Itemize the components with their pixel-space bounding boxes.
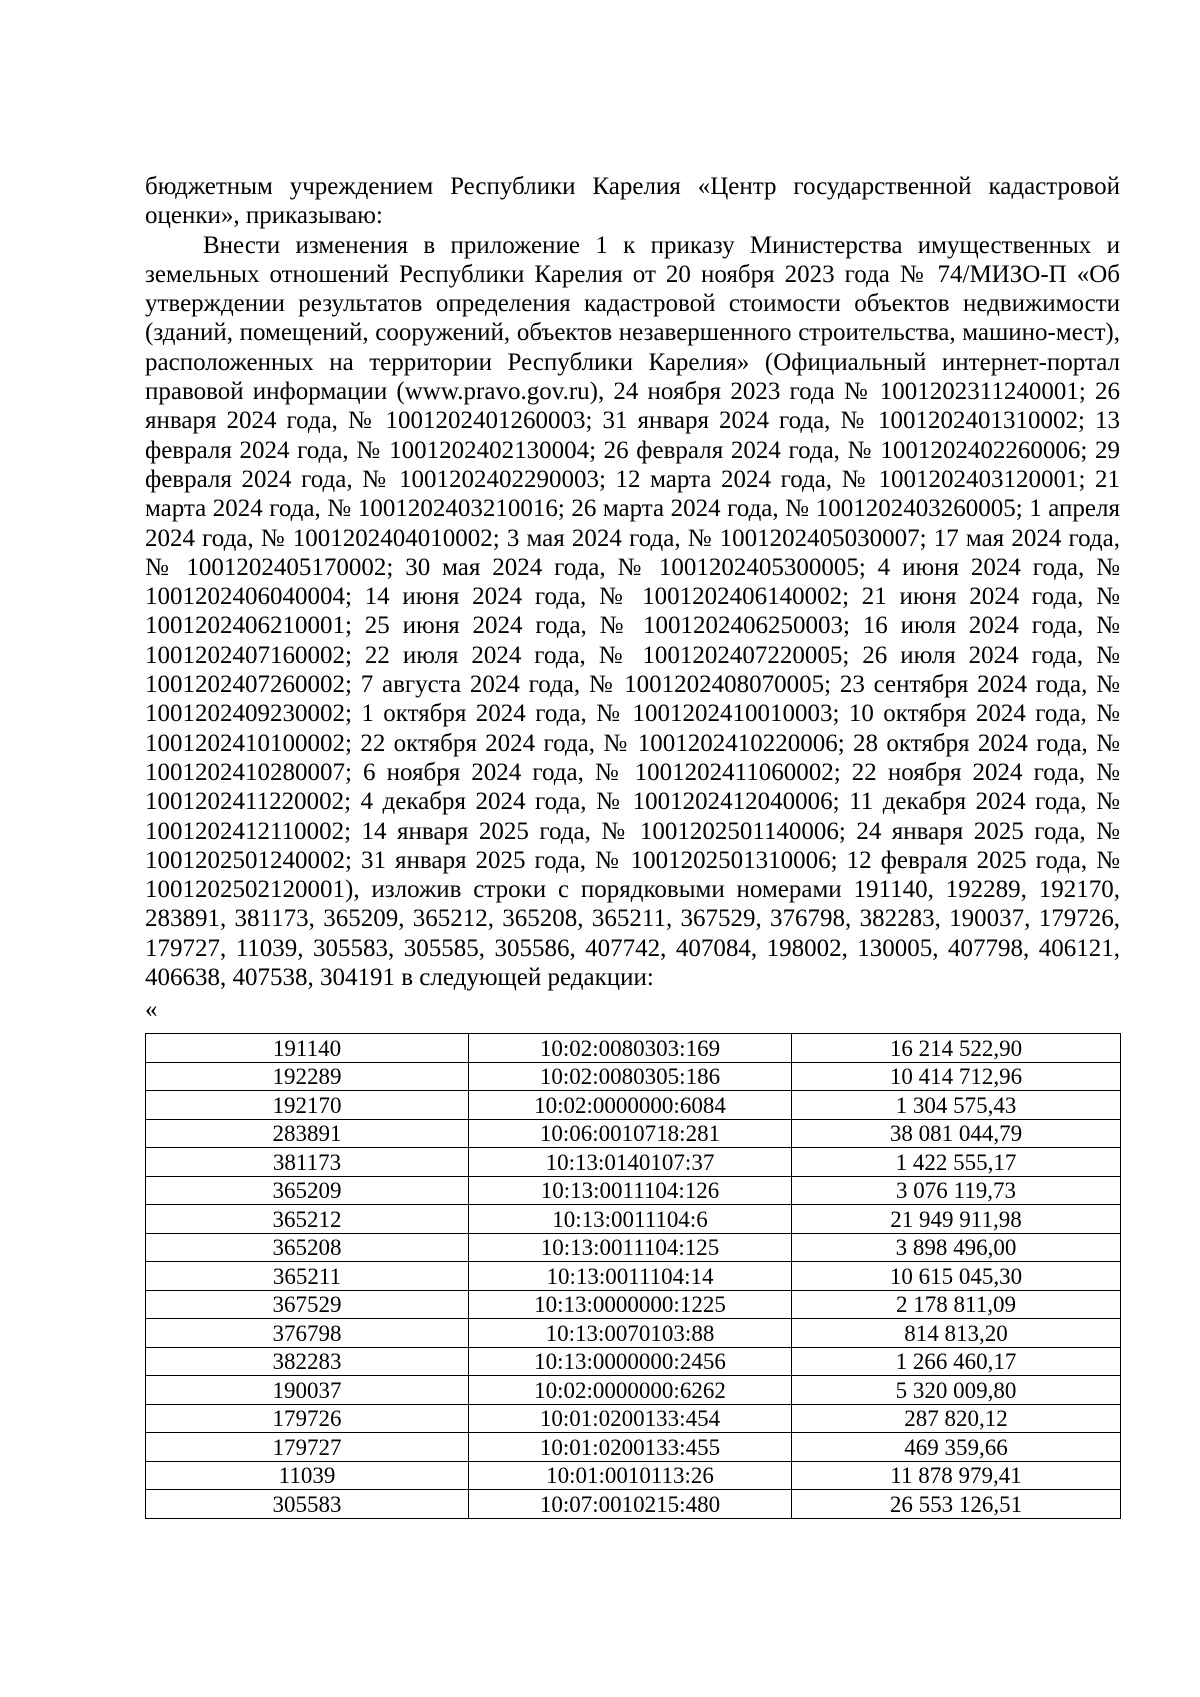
table-row — [146, 1347, 1121, 1376]
cadastral-value-cell: 38 081 044,79 — [792, 1119, 1121, 1148]
cadastral-value-cell: 1 304 575,43 — [792, 1091, 1121, 1120]
table-row — [146, 1404, 1121, 1433]
cadastral-value-cell: 287 820,12 — [792, 1404, 1121, 1433]
cadastral-number-cell: 10:13:0011104:125 — [469, 1233, 792, 1262]
row-number-cell: 11039 — [146, 1461, 469, 1490]
cadastral-value-cell: 10 615 045,30 — [792, 1262, 1121, 1291]
cadastral-value-cell: 1 422 555,17 — [792, 1148, 1121, 1177]
intro-paragraph: бюджетным учреждением Республики Карелия «Центр государственной кадастровой оценки», приказываю: — [145, 173, 1120, 230]
cadastral-value-cell: 3 076 119,73 — [792, 1176, 1121, 1205]
cadastral-number-cell: 10:02:0080305:186 — [469, 1062, 792, 1091]
cadastral-value-cell: 3 898 496,00 — [792, 1233, 1121, 1262]
table-body — [146, 1034, 1121, 1519]
row-number-cell: 367529 — [146, 1290, 469, 1319]
table-row — [146, 1034, 1121, 1063]
row-number-cell: 179727 — [146, 1433, 469, 1462]
row-number-cell: 190037 — [146, 1376, 469, 1405]
row-number-cell: 376798 — [146, 1319, 469, 1348]
table-row — [146, 1233, 1121, 1262]
table-row — [146, 1091, 1121, 1120]
row-number-cell: 365208 — [146, 1233, 469, 1262]
order-paragraph: Внести изменения в приложение 1 к приказу Министерства имущественных и земельных отношений Республики Карелия от 20 ноября 2023 года № 74/МИЗО-П «Об утверждении результатов определения кадастровой стоимости объектов недвижимости (зданий, помещений, сооружений, объектов незавершенного строительства, машино-мест), расположенных на территории Республики Карелия» (Официальный интернет-портал правовой информации (www.pravo.gov.ru), 24 ноября 2023 года № 1001202311240001; 26 января 2024 года, № 1001202401260003; 31 января 2024 года, № 1001202401310002; 13 февраля 2024 года, № 1001202402130004; 26 февраля 2024 года, № 1001202402260006; 29 февраля 2024 года, № 1001202402290003; 12 марта 2024 года, № 1001202403120001; 21 марта 2024 года, № 1001202403210016; 26 марта 2024 года, № 1001202403260005; 1 апреля 2024 года, № 1001202404010002; 3 мая 2024 года, № 1001202405030007; 17 мая 2024 года, № 1001202405170002; 30 мая 2024 года, № 1001202405300005; 4 июня 2024 года, № 1001202406040004; 14 июня 2024 года, № 1001202406140002; 21 июня 2024 года, № 1001202406210001; 25 июня 2024 года, № 1001202406250003; 16 июля 2024 года, № 1001202407160002; 22 июля 2024 года, № 1001202407220005; 26 июля 2024 года, № 1001202407260002; 7 августа 2024 года, № 1001202408070005; 23 сентября 2024 года, № 1001202409230002; 1 октября 2024 года, № 1001202410010003; 10 октября 2024 года, № 1001202410100002; 22 октября 2024 года, № 1001202410220006; 28 октября 2024 года, № 1001202410280007; 6 ноября 2024 года, № 1001202411060002; 22 ноября 2024 года, № 1001202411220002; 4 декабря 2024 года, № 1001202412040006; 11 декабря 2024 года, № 1001202412110002; 14 января 2025 года, № 1001202501140006; 24 января 2025 года, № 1001202501240002; 31 января 2025 года, № 1001202501310006; 12 февраля 2025 года, № 1001202502120001), изложив строки с порядковыми номерами 191140, 192289, 192170, 283891, 381173, 365209, 365212, 365208, 365211, 367529, 376798, 382283, 190037, 179726, 179727, 11039, 305583, 305585, 305586, 407742, 407084, 198002, 130005, 407798, 406121, 406638, 407538, 304191 в следующей редакции: — [145, 231, 1120, 992]
cadastral-value-cell: 5 320 009,80 — [792, 1376, 1121, 1405]
table-row — [146, 1262, 1121, 1291]
row-number-cell: 179726 — [146, 1404, 469, 1433]
table-row — [146, 1062, 1121, 1091]
table-row — [146, 1205, 1121, 1234]
cadastral-number-cell: 10:02:0000000:6262 — [469, 1376, 792, 1405]
row-number-cell: 192170 — [146, 1091, 469, 1120]
row-number-cell: 365209 — [146, 1176, 469, 1205]
row-number-cell: 192289 — [146, 1062, 469, 1091]
cadastral-number-cell: 10:13:0070103:88 — [469, 1319, 792, 1348]
cadastral-number-cell: 10:01:0200133:454 — [469, 1404, 792, 1433]
table-row — [146, 1176, 1121, 1205]
cadastral-number-cell: 10:07:0010215:480 — [469, 1490, 792, 1519]
table-row — [146, 1290, 1121, 1319]
row-number-cell: 365211 — [146, 1262, 469, 1291]
cadastral-value-cell: 11 878 979,41 — [792, 1461, 1121, 1490]
row-number-cell: 191140 — [146, 1034, 469, 1063]
cadastral-value-cell: 1 266 460,17 — [792, 1347, 1121, 1376]
table-row — [146, 1490, 1121, 1519]
cadastral-value-cell: 26 553 126,51 — [792, 1490, 1121, 1519]
cadastral-number-cell: 10:13:0000000:1225 — [469, 1290, 792, 1319]
row-number-cell: 305583 — [146, 1490, 469, 1519]
cadastral-value-cell: 814 813,20 — [792, 1319, 1121, 1348]
cadastral-number-cell: 10:02:0000000:6084 — [469, 1091, 792, 1120]
cadastral-value-cell: 10 414 712,96 — [792, 1062, 1121, 1091]
cadastral-value-cell: 21 949 911,98 — [792, 1205, 1121, 1234]
row-number-cell: 382283 — [146, 1347, 469, 1376]
table-row — [146, 1148, 1121, 1177]
cadastral-number-cell: 10:02:0080303:169 — [469, 1034, 792, 1063]
table-row — [146, 1376, 1121, 1405]
table-row — [146, 1461, 1121, 1490]
cadastral-value-cell: 2 178 811,09 — [792, 1290, 1121, 1319]
document-body — [145, 172, 1120, 1519]
cadastral-number-cell: 10:13:0011104:126 — [469, 1176, 792, 1205]
opening-quote: « — [145, 996, 158, 1024]
cadastral-number-cell: 10:13:0000000:2456 — [469, 1347, 792, 1376]
cadastral-value-table — [145, 1033, 1121, 1519]
cadastral-number-cell: 10:06:0010718:281 — [469, 1119, 792, 1148]
table-row — [146, 1433, 1121, 1462]
table-row — [146, 1119, 1121, 1148]
cadastral-number-cell: 10:13:0011104:6 — [469, 1205, 792, 1234]
cadastral-value-cell: 16 214 522,90 — [792, 1034, 1121, 1063]
cadastral-number-cell: 10:01:0010113:26 — [469, 1461, 792, 1490]
table-row — [146, 1319, 1121, 1348]
cadastral-number-cell: 10:01:0200133:455 — [469, 1433, 792, 1462]
cadastral-number-cell: 10:13:0011104:14 — [469, 1262, 792, 1291]
row-number-cell: 283891 — [146, 1119, 469, 1148]
cadastral-value-cell: 469 359,66 — [792, 1433, 1121, 1462]
row-number-cell: 381173 — [146, 1148, 469, 1177]
cadastral-number-cell: 10:13:0140107:37 — [469, 1148, 792, 1177]
row-number-cell: 365212 — [146, 1205, 469, 1234]
